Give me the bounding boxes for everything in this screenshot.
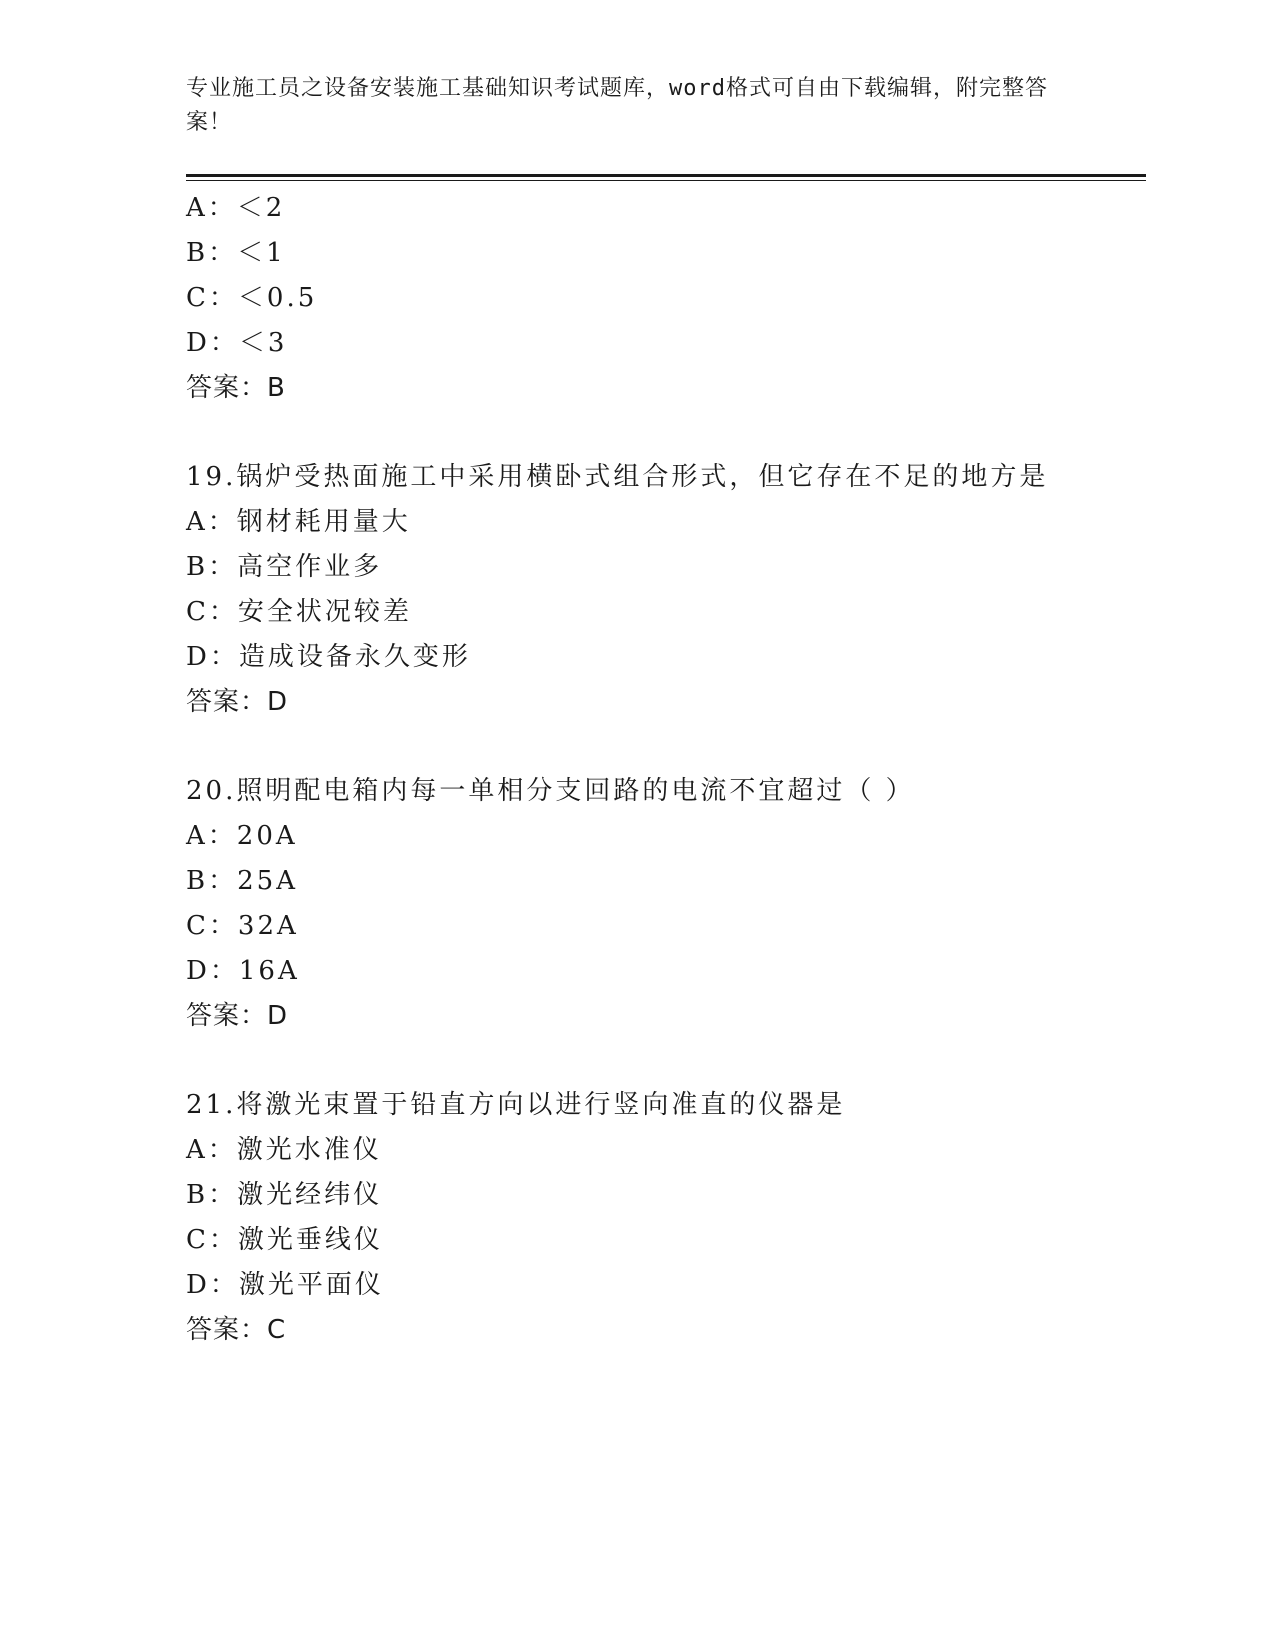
option-a: A：20A (186, 821, 298, 851)
question-19 (186, 455, 1146, 725)
option-c: C：激光垂线仪 (186, 1225, 383, 1255)
question-18-continued (186, 186, 1146, 411)
option-d: D：＜3 (186, 328, 288, 358)
question-title: 19.锅炉受热面施工中采用横卧式组合形式，但它存在不足的地方是 (186, 462, 1049, 492)
option-c: C：安全状况较差 (186, 597, 412, 627)
question-21 (186, 1083, 1146, 1353)
answer: 答案：D (186, 1001, 289, 1031)
option-a: A：激光水准仪 (186, 1135, 382, 1165)
header-divider-thin (186, 180, 1146, 181)
option-b: B：25A (186, 866, 298, 896)
answer: 答案：D (186, 687, 289, 717)
answer: 答案：B (186, 373, 286, 403)
answer: 答案：C (186, 1315, 287, 1345)
option-a: A：＜2 (186, 193, 286, 223)
option-d: D：激光平面仪 (186, 1270, 384, 1300)
header-divider-thick (186, 174, 1146, 177)
option-b: B：激光经纬仪 (186, 1180, 383, 1210)
option-d: D：16A (186, 956, 300, 986)
option-a: A：钢材耗用量大 (186, 507, 411, 537)
option-c: C：32A (186, 911, 299, 941)
question-title: 21.将激光束置于铅直方向以进行竖向准直的仪器是 (186, 1090, 846, 1120)
option-b: B：＜1 (186, 238, 286, 268)
option-b: B：高空作业多 (186, 552, 383, 582)
question-title: 20.照明配电箱内每一单相分支回路的电流不宜超过（ ） (186, 776, 915, 806)
document-content (186, 186, 1146, 1353)
page-header: 专业施工员之设备安装施工基础知识考试题库，word格式可自由下载编辑，附完整答案！ (186, 76, 1048, 135)
option-c: C：＜0.5 (186, 283, 318, 313)
question-20 (186, 769, 1146, 1039)
option-d: D：造成设备永久变形 (186, 642, 471, 672)
